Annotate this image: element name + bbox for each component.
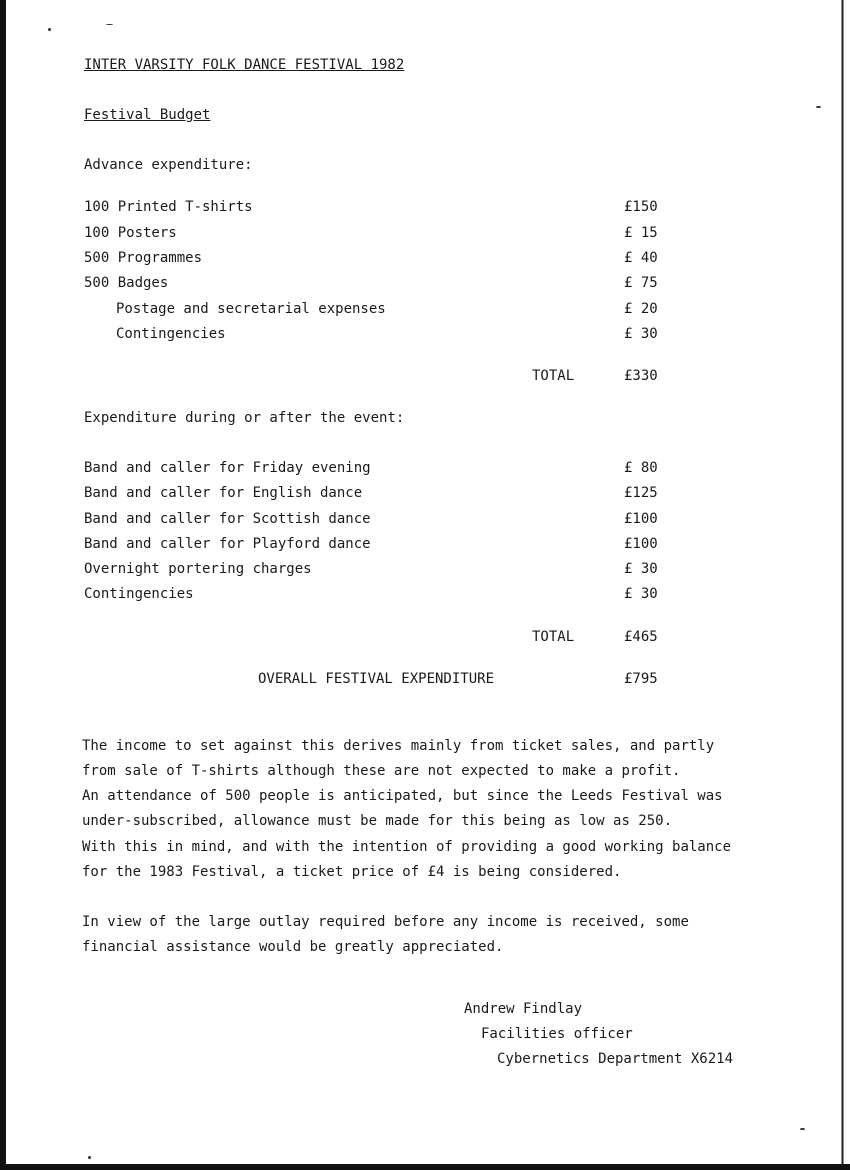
scan-speck	[800, 1128, 805, 1130]
line-item-label: 500 Badges	[84, 275, 169, 291]
event-heading: Expenditure during or after the event:	[84, 410, 405, 426]
line-item-amount: £100	[624, 511, 658, 527]
overall-amount: £795	[624, 671, 658, 687]
line-item-amount: £ 30	[624, 586, 658, 602]
line-item-amount: £ 80	[624, 460, 658, 476]
scan-edge-right	[838, 0, 850, 1170]
line-item-amount: £150	[624, 199, 658, 215]
total-amount: £330	[624, 368, 658, 384]
line-item-label: Contingencies	[84, 586, 194, 602]
line-item-label: Band and caller for Scottish dance	[84, 511, 371, 527]
line-item-amount: £100	[624, 536, 658, 552]
line-item-label: 100 Posters	[84, 225, 177, 241]
line-item-label: Overnight portering charges	[84, 561, 312, 577]
paragraph-line: With this in mind, and with the intention of providing a good working balance	[82, 839, 732, 855]
paragraph-line: from sale of T-shirts although these are not expected to make a profit.	[82, 763, 681, 779]
line-item-label: Band and caller for Playford dance	[84, 536, 371, 552]
scan-speck	[106, 24, 113, 25]
line-item-label: 100 Printed T-shirts	[84, 199, 253, 215]
total-label: TOTAL	[532, 629, 575, 645]
document-title: INTER VARSITY FOLK DANCE FESTIVAL 1982	[84, 57, 405, 73]
line-item-amount: £125	[624, 485, 658, 501]
line-item-label: Band and caller for Friday evening	[84, 460, 371, 476]
line-item-amount: £ 40	[624, 250, 658, 266]
line-item-label: Postage and secretarial expenses	[116, 301, 386, 317]
line-item-amount: £ 15	[624, 225, 658, 241]
overall-label: OVERALL FESTIVAL EXPENDITURE	[258, 671, 495, 687]
paragraph-line: for the 1983 Festival, a ticket price of £4 is being considered.	[82, 864, 622, 880]
scan-edge-left	[0, 0, 6, 1170]
scan-edge-bottom	[0, 1164, 850, 1170]
paragraph-line: The income to set against this derives mainly from ticket sales, and partly	[82, 738, 715, 754]
scan-speck	[816, 106, 821, 108]
signature-department: Cybernetics Department X6214	[497, 1051, 734, 1067]
line-item-amount: £ 20	[624, 301, 658, 317]
line-item-amount: £ 30	[624, 561, 658, 577]
line-item-amount: £ 75	[624, 275, 658, 291]
paragraph-line: In view of the large outlay required before any income is received, some	[82, 914, 689, 930]
total-label: TOTAL	[532, 368, 575, 384]
paragraph-line: financial assistance would be greatly appreciated.	[82, 939, 504, 955]
signature-name: Andrew Findlay	[464, 1001, 583, 1017]
paragraph-line: under-subscribed, allowance must be made for this being as low as 250.	[82, 813, 673, 829]
line-item-label: Band and caller for English dance	[84, 485, 363, 501]
scan-speck	[48, 28, 51, 31]
total-amount: £465	[624, 629, 658, 645]
line-item-label: 500 Programmes	[84, 250, 203, 266]
section-title: Festival Budget	[84, 107, 211, 123]
scan-speck	[88, 1156, 91, 1159]
line-item-amount: £ 30	[624, 326, 658, 342]
advance-heading: Advance expenditure:	[84, 157, 253, 173]
line-item-label: Contingencies	[116, 326, 226, 342]
signature-role: Facilities officer	[481, 1026, 633, 1042]
paragraph-line: An attendance of 500 people is anticipated, but since the Leeds Festival was	[82, 788, 723, 804]
